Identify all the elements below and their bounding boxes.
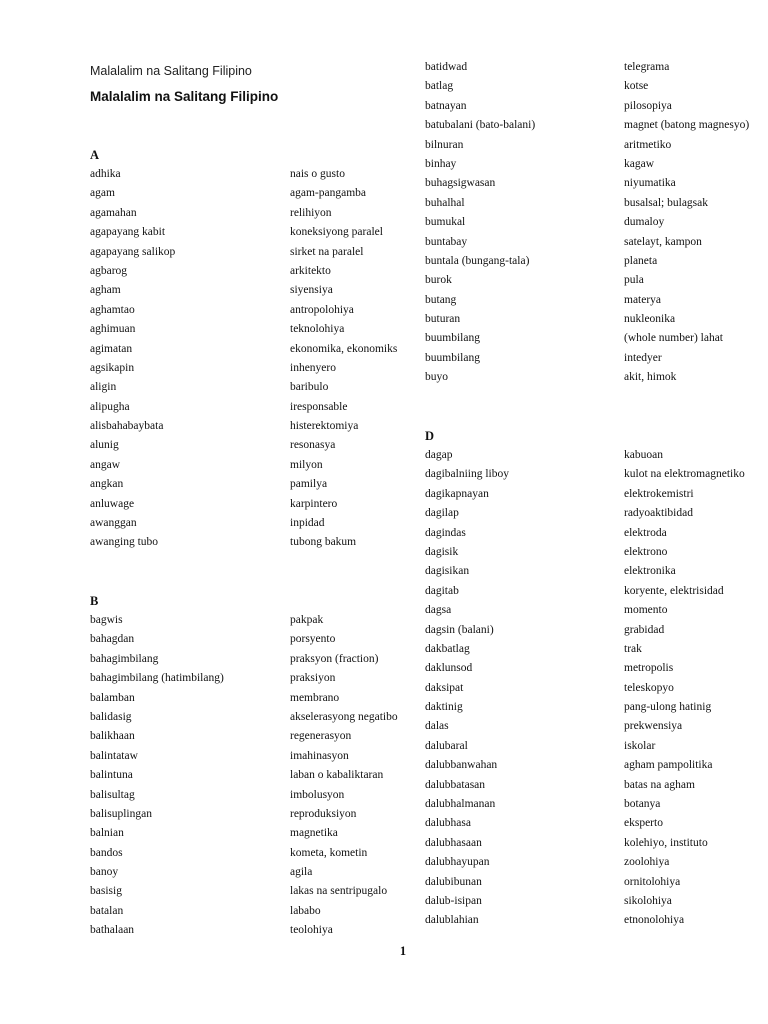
glossary-meaning: kagaw [624, 157, 655, 170]
glossary-meaning: akit, himok [624, 371, 677, 384]
glossary-meaning: kolehiyo, instituto [624, 836, 708, 849]
section-a-meanings [290, 165, 397, 553]
glossary-term: balisuplingan [90, 807, 152, 820]
glossary-meaning: materya [624, 293, 662, 306]
glossary-term: alunig [90, 439, 119, 452]
glossary-meaning: nais o gusto [290, 168, 345, 180]
glossary-meaning: aritmetiko [624, 138, 672, 151]
glossary-term: buhagsigwasan [425, 177, 496, 190]
glossary-term: dalas [425, 720, 449, 733]
glossary-meaning: eksperto [624, 817, 663, 830]
glossary-term: dagitab [425, 584, 459, 597]
glossary-meaning: (whole number) lahat [624, 332, 723, 345]
glossary-term: bilnuran [425, 138, 464, 151]
glossary-meaning: magnetika [290, 827, 338, 840]
document-title: Malalalim na Salitang Filipino [90, 64, 252, 78]
glossary-term: buntala (bungang-tala) [425, 254, 530, 267]
glossary-term: binhay [425, 157, 457, 170]
glossary-term: dagibalniing liboy [425, 468, 510, 481]
glossary-meaning: iresponsable [290, 400, 348, 413]
glossary-term: bandos [90, 846, 123, 859]
glossary-term: banoy [90, 866, 119, 879]
glossary-term: agham [90, 284, 121, 297]
glossary-meaning: regenerasyon [290, 730, 352, 743]
glossary-meaning: prekwensiya [624, 720, 683, 733]
glossary-meaning: pilosopiya [624, 99, 672, 112]
glossary-term: awanggan [90, 517, 137, 530]
glossary-term: basisig [90, 885, 122, 898]
section-letter-d: D [425, 429, 435, 443]
glossary-term: dagisik [425, 545, 459, 558]
glossary-meaning: tubong bakum [290, 536, 357, 549]
glossary-meaning: kabuoan [624, 449, 663, 461]
glossary-meaning: pakpak [290, 614, 324, 626]
glossary-meaning: telegrama [624, 61, 670, 73]
glossary-term: balnian [90, 827, 124, 840]
glossary-term: agam [90, 187, 115, 200]
glossary-term: alisbahabaybata [90, 420, 164, 433]
glossary-meaning: metropolis [624, 662, 674, 675]
glossary-meaning: agila [290, 866, 313, 879]
glossary-meaning: arkitekto [290, 264, 331, 277]
glossary-meaning: siyensiya [290, 284, 333, 297]
glossary-term: dalubbatasan [425, 778, 486, 791]
glossary-term: dagap [425, 449, 453, 461]
glossary-term: bahagimbilang [90, 652, 159, 665]
glossary-meaning: kulot na elektromagnetiko [624, 468, 745, 481]
section-a-terms [90, 165, 175, 553]
glossary-term: batubalani (bato-balani) [425, 119, 536, 132]
glossary-term: balintataw [90, 749, 138, 762]
glossary-meaning: teleskopyo [624, 681, 674, 694]
glossary-term: dagindas [425, 526, 466, 539]
glossary-term: burok [425, 274, 452, 287]
glossary-meaning: elektrokemistri [624, 487, 694, 500]
glossary-meaning: koryente, elektrisidad [624, 584, 724, 597]
glossary-meaning: membrano [290, 691, 340, 704]
glossary-meaning: reproduksiyon [290, 807, 357, 820]
glossary-term: aghimuan [90, 323, 136, 336]
glossary-meaning: grabidad [624, 623, 665, 636]
glossary-meaning: imahinasyon [290, 749, 349, 762]
glossary-term: dalubbanwahan [425, 759, 498, 772]
glossary-meaning: zoolohiya [624, 856, 670, 869]
section-letter-b: B [90, 594, 99, 608]
glossary-meaning: etnonolohiya [624, 914, 685, 927]
glossary-meaning: nukleonika [624, 313, 676, 326]
glossary-meaning: relihiyon [290, 206, 332, 219]
glossary-meaning: momento [624, 604, 668, 617]
glossary-term: dalubhasaan [425, 836, 482, 849]
glossary-meaning: elektroda [624, 526, 667, 539]
page-number: 1 [399, 944, 407, 958]
glossary-term: buumbilang [425, 332, 480, 345]
section-d-meanings [624, 446, 745, 931]
glossary-term: angkan [90, 478, 124, 491]
section-d-terms [425, 446, 509, 931]
glossary-meaning: agham pampolitika [624, 759, 713, 772]
glossary-term: bagwis [90, 614, 123, 626]
glossary-term: dagikapnayan [425, 487, 489, 500]
glossary-term: agapayang kabit [90, 226, 166, 239]
glossary-meaning: kometa, kometin [290, 846, 368, 859]
glossary-meaning: inpidad [290, 517, 325, 530]
glossary-term: dagsa [425, 604, 452, 617]
glossary-term: agbarog [90, 264, 128, 277]
glossary-term: buturan [425, 313, 461, 326]
glossary-term: bahagdan [90, 633, 135, 646]
section-b-terms [90, 611, 224, 941]
glossary-term: aligin [90, 381, 117, 394]
glossary-meaning: agam-pangamba [290, 187, 366, 200]
glossary-term: adhika [90, 168, 121, 180]
glossary-term: dalubibunan [425, 875, 482, 888]
glossary-term: daklunsod [425, 662, 473, 675]
glossary-term: angaw [90, 458, 121, 471]
glossary-meaning: sikolohiya [624, 894, 672, 907]
glossary-term: daksipat [425, 681, 464, 694]
glossary-meaning: akselerasyong negatibo [290, 710, 398, 723]
glossary-meaning: pang-ulong hatinig [624, 701, 712, 714]
glossary-meaning: praksiyon [290, 672, 336, 685]
section-b-cont-meanings [624, 58, 749, 388]
glossary-term: balintuna [90, 769, 133, 782]
glossary-meaning: laban o kabaliktaran [290, 769, 384, 782]
glossary-meaning: teolohiya [290, 924, 333, 937]
glossary-meaning: teknolohiya [290, 323, 345, 336]
glossary-term: dagsin (balani) [425, 623, 494, 636]
glossary-term: agimatan [90, 342, 133, 355]
glossary-meaning: milyon [290, 458, 323, 471]
glossary-term: butang [425, 293, 457, 306]
glossary-term: dagilap [425, 507, 459, 520]
glossary-meaning: lababo [290, 904, 321, 917]
document-heading: Malalalim na Salitang Filipino [90, 89, 279, 104]
section-a-letter-col [90, 146, 99, 165]
glossary-meaning: planeta [624, 254, 658, 267]
glossary-meaning: antropolohiya [290, 303, 354, 316]
glossary-meaning: ekonomika, ekonomiks [290, 342, 398, 355]
glossary-meaning: kotse [624, 80, 649, 93]
glossary-meaning: busalsal; bulagsak [624, 196, 708, 209]
glossary-meaning: pula [624, 274, 644, 287]
glossary-meaning: satelayt, kampon [624, 235, 702, 248]
glossary-term: agapayang salikop [90, 245, 176, 258]
section-b-letter-col [90, 592, 98, 611]
glossary-term: buyo [425, 371, 448, 384]
glossary-meaning: magnet (batong magnesyo) [624, 119, 750, 132]
section-b-meanings [290, 611, 398, 941]
glossary-term: dalubhasa [425, 817, 471, 830]
glossary-term: agsikapin [90, 361, 135, 374]
glossary-meaning: pamilya [290, 478, 328, 491]
glossary-term: buntabay [425, 235, 468, 248]
glossary-meaning: histerektomiya [290, 420, 359, 433]
glossary-term: balikhaan [90, 730, 135, 743]
glossary-meaning: karpintero [290, 497, 338, 510]
glossary-term: buumbilang [425, 351, 480, 364]
glossary-meaning: imbolusyon [290, 788, 345, 801]
glossary-term: agamahan [90, 206, 137, 219]
glossary-term: dalubaral [425, 739, 468, 752]
glossary-term: dagisikan [425, 565, 470, 578]
glossary-meaning: koneksiyong paralel [290, 226, 383, 239]
glossary-term: bahagimbilang (hatimbilang) [90, 672, 224, 685]
glossary-meaning: elektronika [624, 565, 676, 578]
glossary-meaning: trak [624, 642, 642, 655]
glossary-term: awanging tubo [90, 536, 159, 549]
glossary-term: dalublahian [425, 914, 479, 927]
glossary-meaning: baribulo [290, 381, 329, 394]
glossary-term: balisultag [90, 788, 135, 801]
glossary-meaning: radyoaktibidad [624, 507, 693, 520]
glossary-meaning: botanya [624, 798, 661, 811]
glossary-meaning: dumaloy [624, 216, 665, 229]
glossary-term: batidwad [425, 61, 468, 73]
glossary-meaning: inhenyero [290, 361, 336, 374]
glossary-meaning: lakas na sentripugalo [290, 885, 388, 898]
glossary-term: batnayan [425, 99, 467, 112]
glossary-term: dalubhalmanan [425, 798, 496, 811]
glossary-term: alipugha [90, 400, 130, 413]
glossary-meaning: niyumatika [624, 177, 676, 190]
glossary-term: buhalhal [425, 196, 465, 209]
glossary-term: bathalaan [90, 924, 135, 937]
glossary-term: dalubhayupan [425, 856, 490, 869]
glossary-meaning: iskolar [624, 739, 656, 752]
glossary-meaning: batas na agham [624, 778, 695, 791]
glossary-meaning: elektrono [624, 545, 668, 558]
glossary-meaning: intedyer [624, 351, 662, 364]
glossary-meaning: ornitolohiya [624, 875, 681, 888]
glossary-term: balidasig [90, 710, 132, 723]
glossary-term: bumukal [425, 216, 466, 229]
glossary-meaning: praksyon (fraction) [290, 652, 379, 665]
glossary-meaning: porsyento [290, 633, 336, 646]
glossary-term: batalan [90, 904, 124, 917]
glossary-term: dalub-isipan [425, 894, 482, 907]
glossary-meaning: sirket na paralel [290, 245, 364, 258]
glossary-term: dakbatlag [425, 642, 470, 655]
section-letter-a: A [90, 148, 100, 162]
glossary-term: balamban [90, 691, 135, 704]
glossary-term: aghamtao [90, 303, 135, 316]
glossary-term: batlag [425, 80, 454, 93]
glossary-meaning: resonasya [290, 439, 336, 452]
section-d-letter-col [425, 427, 434, 446]
section-b-cont-terms [425, 58, 535, 388]
glossary-term: daktinig [425, 701, 463, 714]
glossary-term: anluwage [90, 497, 135, 510]
